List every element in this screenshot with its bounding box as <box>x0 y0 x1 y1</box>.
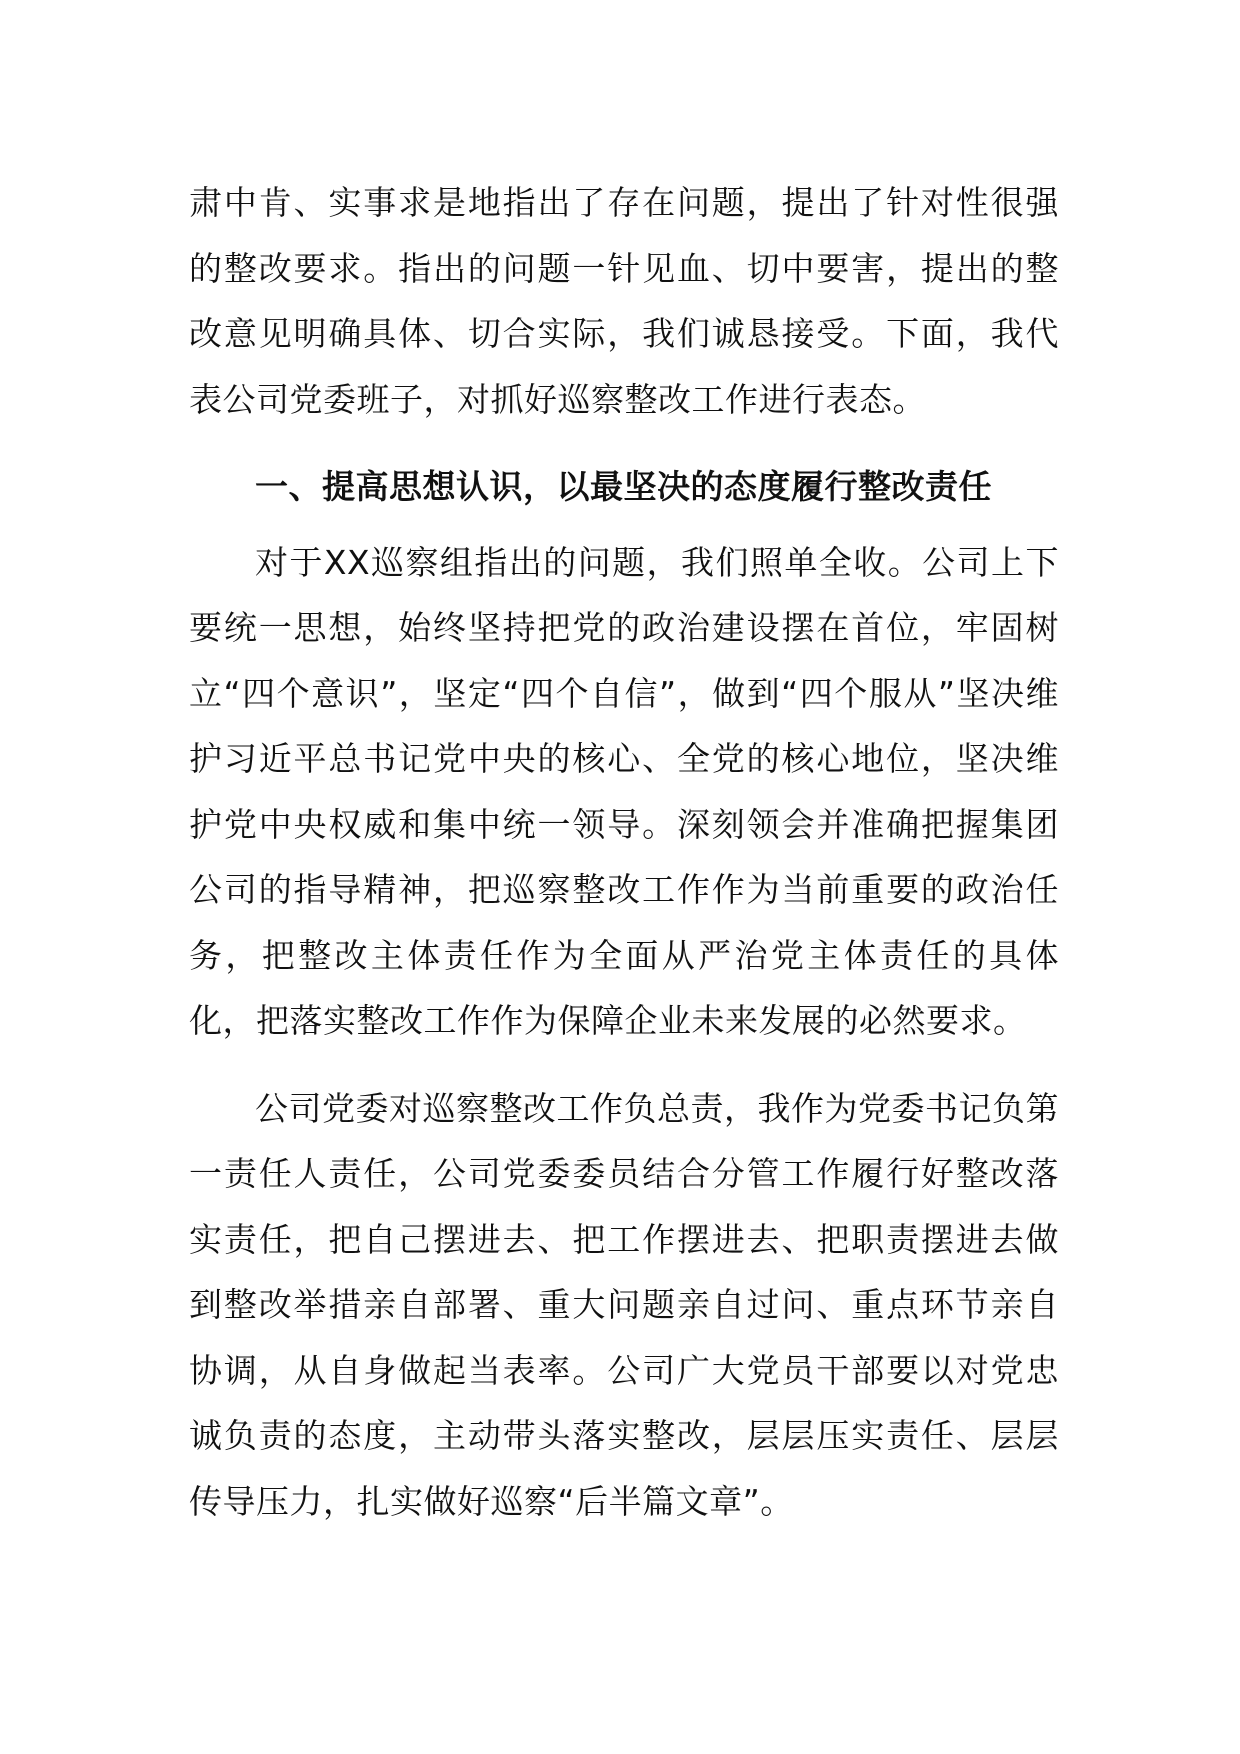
paragraph-continuation: 肃中肯、实事求是地指出了存在问题，提出了针对性很强的整改要求。指出的问题一针见血、切中要害，提出的整改意见明确具体、切合实际，我们诚恳接受。下面，我代表公司党委班子，对抓好巡察整改工作进行表态。 <box>189 183 1059 419</box>
paragraph-body-1: 对于XX巡察组指出的问题，我们照单全收。公司上下要统一思想，始终坚持把党的政治建设摆在首位，牢固树立“四个意识”，坚定“四个自信”，做到“四个服从”坚决维护习近平总书记党中央的核心、全党的核心地位，坚决维护党中央权威和集中统一领导。深刻领会并准确把握集团公司的指导精神，把巡察整改工作作为当前重要的政治任务，把整改主体责任作为全面从严治党主体责任的具体化，把落实整改工作作为保障企业未来发展的必然要求。 <box>189 542 1059 1040</box>
paragraph-body-2: 公司党委对巡察整改工作负总责，我作为党委书记负第一责任人责任，公司党委委员结合分管工作履行好整改落实责任，把自己摆进去、把工作摆进去、把职责摆进去做到整改举措亲自部署、重大问题亲自过问、重点环节亲自协调，从自身做起当表率。公司广大党员干部要以对党忠诚负责的态度，主动带头落实整改，层层压实责任、层层传导压力，扎实做好巡察“后半篇文章”。 <box>189 1088 1059 1521</box>
section-heading: 一、提高思想认识，以最坚决的态度履行整改责任 <box>255 467 992 506</box>
document-body <box>189 170 1059 1534</box>
